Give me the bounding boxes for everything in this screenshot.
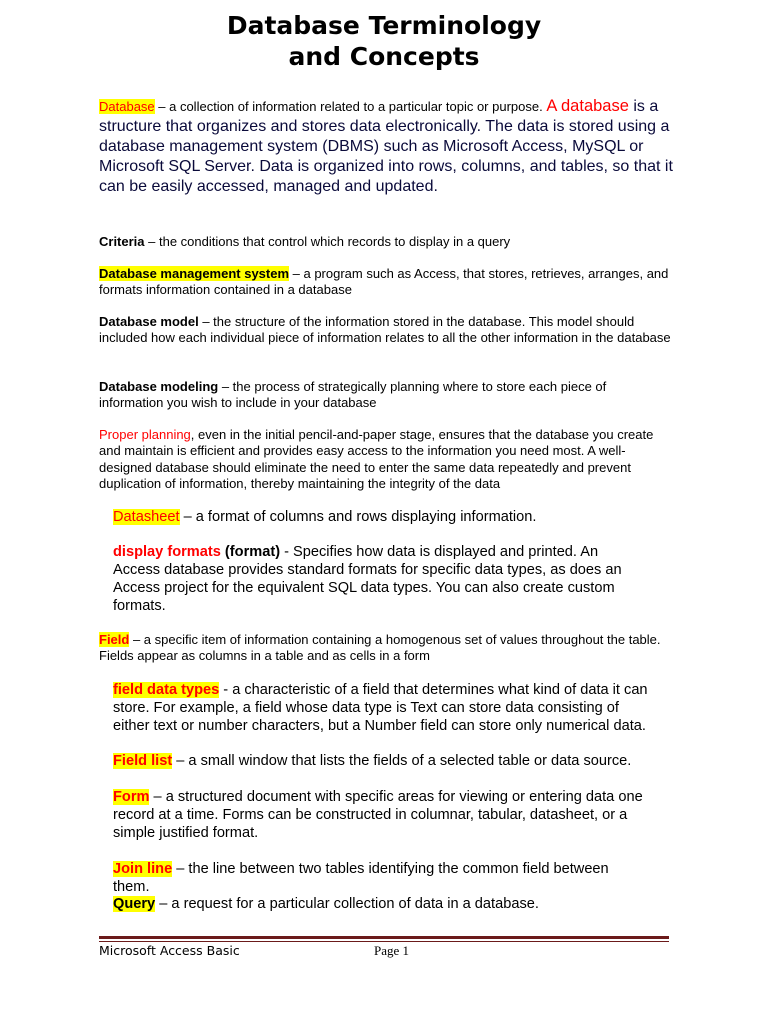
display-formats-paren: (format) [220,544,281,560]
term-query: Query [113,896,156,912]
datasheet-def: – a format of columns and rows displaying information. [179,509,537,525]
field-data-types-def: - a characteristic of a field that determines what kind of data it can store. For example, a field whose data type is Text can store data consisting of either text or number characters, but a Number field can store only numerical data. [113,682,648,734]
query-def: – a request for a particular collection of data in a database. [155,896,539,912]
display-formats-def: - Specifies how data is displayed and printed. An Access database provides standard formats for specific data types, as does an Access project for the equivalent SQL data types. You can also create custom formats. [113,544,622,614]
database-lead: – a collection of information related to a particular topic or purpose. [154,99,547,114]
db-modeling-def: – the process of strategically planning where to store each piece of information you wish to include in your database [99,379,607,411]
footer-page-number: Page 1 [374,943,410,958]
query-definition [113,895,658,913]
db-model-definition [99,314,671,347]
db-modeling-definition [99,379,659,412]
title-line-2: and Concepts [288,42,480,71]
term-db-modeling: Database modeling [99,379,219,394]
field-list-definition [113,752,658,770]
join-line-def: – the line between two tables identifying the common field between them. [113,861,609,895]
join-line-definition [113,860,633,896]
database-rest: is a structure that organizes and stores data electronically. The data is stored using a database management system (DBMS) such as Microsoft Access, MySQL or Microsoft SQL Server. Data is organized into rows, columns, and tables, so that it can be easily accessed, managed and updated. [99,98,673,195]
criteria-definition [99,234,674,250]
term-form: Form [113,789,150,805]
proper-planning-def: , even in the initial pencil-and-paper stage, ensures that the database you create and maintain is efficient and provides easy access to the information you need most. A well-designed database should eliminate the need to enter the same data repeatedly and prevent duplication of information, thereby maintaining the integrity of the data [99,427,654,491]
term-display-formats: display formats [113,544,221,560]
form-def: – a structured document with specific areas for viewing or entering data one record at a time. Forms can be constructed in columnar, tabular, datasheet, or a simple justified format. [113,789,643,841]
db-model-def: – the structure of the information stored in the database. This model should included how each individual piece of information relates to all the other information in the database [99,314,671,346]
footer-rule-thick [99,936,669,939]
dbms-definition [99,266,674,299]
a-database-text: A database [546,97,629,115]
field-def: – a specific item of information containing a homogenous set of values throughout the table. Fields appear as columns in a table and as cells in a form [99,632,661,664]
display-formats-definition [113,543,648,615]
field-list-def: – a small window that lists the fields of a selected table or data source. [172,753,632,769]
footer-rule-thin [99,941,669,942]
field-definition [99,632,664,665]
term-proper-planning: Proper planning [99,427,191,442]
term-join-line: Join line [113,861,173,877]
field-data-types-definition [113,681,653,735]
term-datasheet: Datasheet [113,509,180,525]
proper-planning-paragraph [99,427,664,492]
footer-title: Microsoft Access Basic [99,943,240,958]
term-db-model: Database model [99,314,199,329]
database-definition [99,97,679,197]
page-title [0,10,768,72]
dbms-def: – a program such as Access, that stores, retrieves, arranges, and formats information contained in a database [99,266,669,298]
form-definition [113,788,648,842]
term-dbms: Database management system [99,266,290,281]
criteria-def: – the conditions that control which records to display in a query [144,234,511,249]
term-criteria: Criteria [99,234,145,249]
title-line-1: Database Terminology [226,11,542,40]
datasheet-definition [113,508,658,526]
term-field-list: Field list [113,753,173,769]
term-field: Field [99,632,130,647]
term-field-data-types: field data types [113,682,220,698]
term-database: Database [99,99,155,114]
